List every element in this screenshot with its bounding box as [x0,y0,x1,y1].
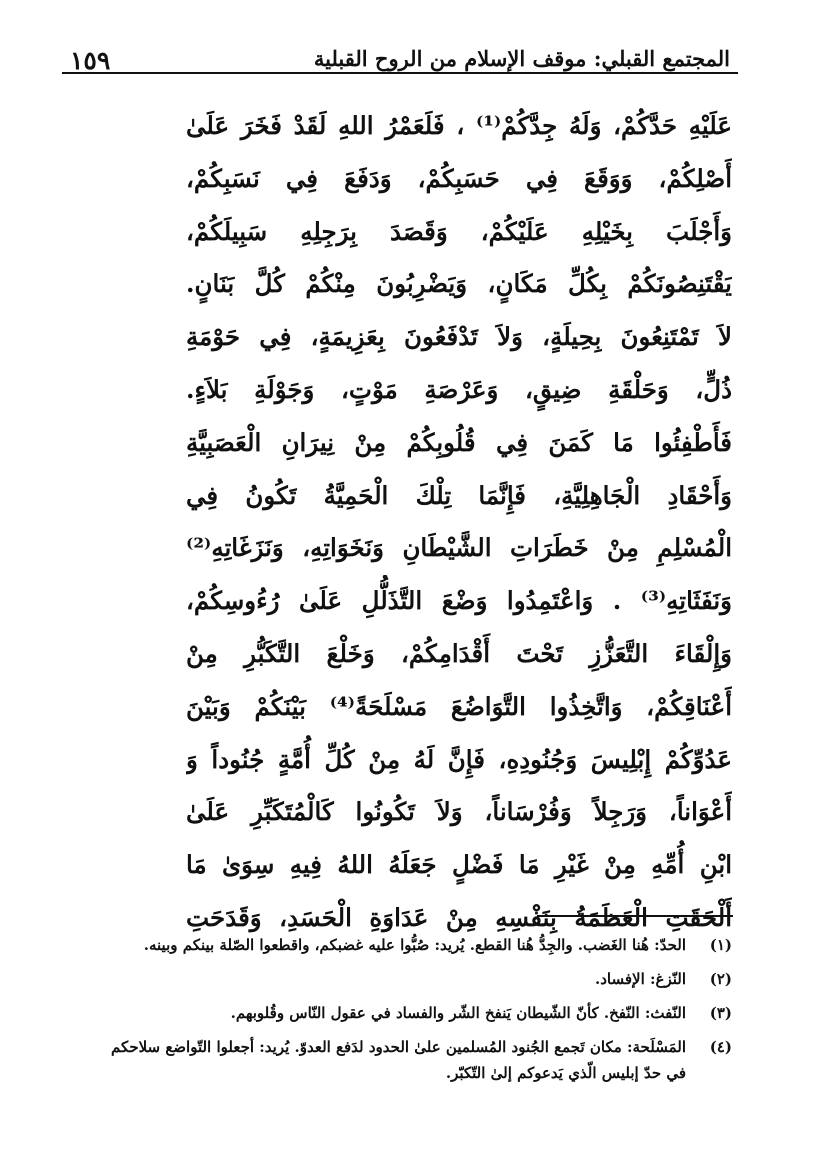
footnote-number: (٤) [709,1038,732,1056]
text-line: وَأَجْلَبَ بِخَيْلِهِ عَلَيْكُمْ، وَقَصَدَ بِرَجِلِهِ سَبِيلَكُمْ، [186,216,732,246]
text-line: ابْنِ أُمِّهِ مِنْ غَيْرِ مَا فَضْلٍ جَعَلَهُ اللهُ فِيهِ سِوَىٰ مَا [186,850,732,880]
text-line: أَعْوَاناً، وَرَجِلاً وَفُرْسَاناً، وَلاَ تَكُونُوا كَالْمُتَكَبِّرِ عَلَىٰ [186,797,732,827]
text-line: ذُلٍّ، وَحَلْقَةِ ضِيقٍ، وَعَرْصَةِ مَوْتٍ، وَجَوْلَةِ بَلاَءٍ. [186,374,732,404]
main-text [186,100,732,945]
footnote-number: (٢) [709,970,732,988]
footnotes [70,932,732,1094]
footnote-text: النّزغ: الإفساد. [595,970,686,988]
footnote-continuation: في حدّ إبليس الّذي يَدعوكم إلىٰ التّكبّر. [445,1064,686,1082]
text-line: وَإِلْقَاءَ التَّعَزُّزِ تَحْتَ أَقْدَامِكُمْ، وَخَلْعَ التَّكَبُّرِ مِنْ [186,638,732,668]
page-number: ١٥٩ [70,46,111,75]
footnote-2 [70,966,732,992]
text-line: عَلَيْهِ حَدَّكُمْ، وَلَهُ جِدَّكُمْ⁽¹⁾ ، فَلَعَمْرُ اللهِ لَقَدْ فَخَرَ عَلَىٰ [186,111,732,140]
text-line: أَصْلِكُمْ، وَوَقَعَ فِي حَسَبِكُمْ، وَدَفَعَ فِي نَسَبِكُمْ، [186,163,732,193]
footnote-text: المَسْلَحة: مكان تَجمع الجُنود المُسلمين علىٰ الحدود لدَفع العدوّ. يُريد: أجعلوا التّواضع سلاحكم [111,1038,686,1056]
footnote-text: النّفث: النّفخ. كأنّ الشّيطان يَنفخ الشّر والفساد في عقول النّاس وقُلوبهم. [230,1004,686,1022]
text-line: الْمُسْلِمِ مِنْ خَطَرَاتِ الشَّيْطَانِ وَنَخَوَاتِهِ، وَنَزَغَاتِهِ⁽²⁾ [186,533,732,563]
text-line: وَأَحْقَادِ الْجَاهِلِيَّةِ، فَإِنَّمَا تِلْكَ الْحَمِيَّةُ تَكُونُ فِي [186,480,732,510]
footnote-3 [70,1000,732,1026]
footnote-text: الحدّ: هُنا الغَضب. والجِدُّ هُنا القطع. يُريد: صُبُّوا عليه غضبكم، واقطعوا الصّلة بينكم وبينه. [143,936,686,954]
text-line: أَلْحَقَتِ الْعَظَمَةُ بِنَفْسِهِ مِنْ عَدَاوَةِ الْحَسَدِ، وَقَدَحَتِ [186,902,732,932]
text-line: فَأَطْفِئُوا مَا كَمَنَ فِي قُلُوبِكُمْ مِنْ نِيرَانِ الْعَصَبِيَّةِ [186,427,732,457]
footnote-number: (١) [709,936,732,954]
text-line: عَدُوِّكُمْ إِبْلِيسَ وَجُنُودِهِ، فَإِنَّ لَهُ مِنْ كُلِّ أُمَّةٍ جُنُوداً وَ [186,744,732,774]
text-line: وَنَفَثَاتِهِ⁽³⁾ . وَاعْتَمِدُوا وَضْعَ التَّذَلُّلِ عَلَىٰ رُءُوسِكُمْ، [186,586,732,616]
header-rule [62,72,738,74]
footnote-separator [537,915,733,917]
running-title: المجتمع القبلي: موقف الإسلام من الروح القبلية [313,46,730,71]
text-line: لاَ تَمْتَنِعُونَ بِحِيلَةٍ، وَلاَ تَدْفَعُونَ بِعَزِيمَةٍ، فِي حَوْمَةِ [186,322,732,352]
page-header [62,38,738,74]
footnote-1 [70,932,732,958]
text-line: أَعْنَاقِكُمْ، وَاتَّخِذُوا التَّوَاضُعَ مَسْلَحَةً⁽⁴⁾ بَيْنَكُمْ وَبَيْنَ [186,691,732,721]
footnote-4 [70,1034,732,1086]
text-line: يَقْتَنِصُونَكُمْ بِكُلِّ مَكَانٍ، وَيَضْرِبُونَ مِنْكُمْ كُلَّ بَنَانٍ. [186,269,732,299]
footnote-number: (٣) [709,1004,732,1022]
